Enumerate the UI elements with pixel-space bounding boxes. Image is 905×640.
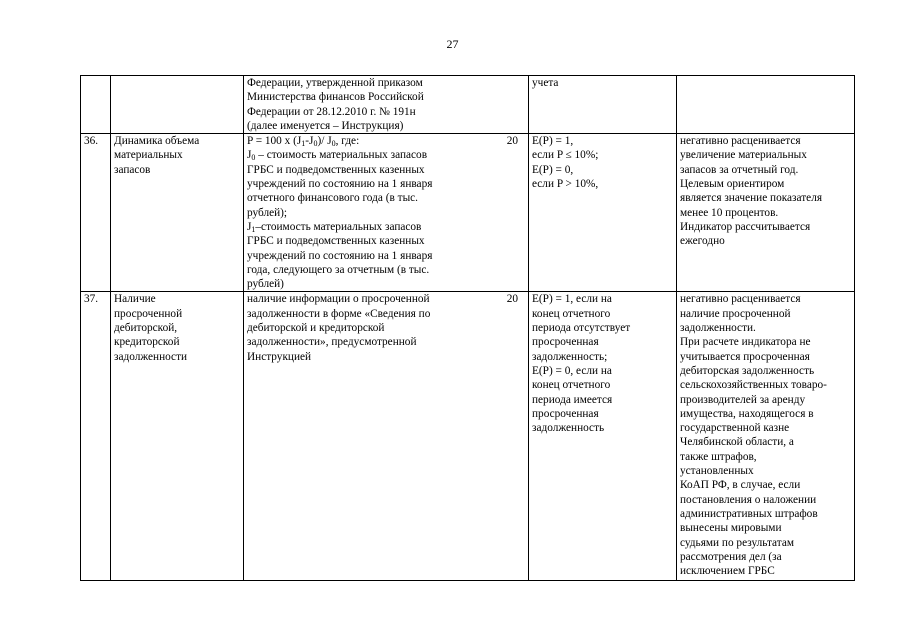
row-number-cell: 37. xyxy=(81,292,111,581)
formula-part: –стоимость материальных запасов xyxy=(255,220,422,233)
text-line: имущества, находящегося в xyxy=(680,407,814,420)
text-line: задолженности xyxy=(114,350,188,363)
indicator-name-cell xyxy=(111,134,244,292)
formula-line xyxy=(247,148,525,162)
text-line: административных штрафов xyxy=(680,507,818,520)
comment-cell xyxy=(677,76,855,134)
text-line: При расчете индикатора не xyxy=(680,336,811,349)
text-line: E(P) = 0, если на xyxy=(532,364,612,377)
evaluation-cell xyxy=(529,292,677,581)
table-row xyxy=(81,292,855,581)
text-line: дебиторской и кредиторской xyxy=(247,322,385,335)
text-line: Целевым ориентиром xyxy=(680,178,785,191)
formula-line xyxy=(247,134,525,148)
text-line: учреждений по состоянию на 1 января xyxy=(247,249,433,262)
text-line: производителей за аренду xyxy=(680,393,806,406)
text-line: задолженность; xyxy=(532,350,608,363)
evaluation-cell xyxy=(529,134,677,292)
text-line: кредиторской xyxy=(114,336,180,349)
page-number: 27 xyxy=(446,37,459,51)
text-line: просроченная xyxy=(532,336,599,349)
formula-part: -J xyxy=(305,135,314,148)
text-line: государственной казне xyxy=(680,422,790,435)
text-line: рассмотрения дел (за xyxy=(680,550,782,563)
text-line: конец отчетного xyxy=(532,379,611,392)
text-line: Челябинской области, а xyxy=(680,436,794,449)
comment-cell xyxy=(677,292,855,581)
text-line: наличие информации о просроченной xyxy=(247,293,430,306)
text-line: Министерства финансов Российской xyxy=(247,91,424,104)
table-row xyxy=(81,76,855,134)
row-number-cell: 36. xyxy=(81,134,111,292)
formula-subscript: 1 xyxy=(251,224,256,234)
text-line: отчетного финансового года (в тыс. xyxy=(247,192,418,205)
text-line: Динамика объема xyxy=(114,135,200,148)
text-line: Инструкцией xyxy=(247,350,312,363)
table-row xyxy=(81,134,855,292)
text-line: КоАП РФ, в случае, если xyxy=(680,479,801,492)
text-line: задолженности. xyxy=(680,322,756,335)
formula-part: )/ J xyxy=(317,135,332,148)
text-line: задолженности в форме «Сведения по xyxy=(247,307,431,320)
text-line: установленных xyxy=(680,465,754,478)
text-line: является значение показателя xyxy=(680,192,823,205)
formula-subscript: 0 xyxy=(251,153,256,163)
text-line: учитывается просроченная xyxy=(680,350,810,363)
text-line: запасов xyxy=(114,163,151,176)
formula-part: J xyxy=(247,220,252,233)
formula-part: J xyxy=(247,149,252,162)
text-line: периода отсутствует xyxy=(532,322,631,335)
text-line: Наличие xyxy=(114,293,156,306)
text-line: наличие просроченной xyxy=(680,307,791,320)
text-line: если P > 10%, xyxy=(532,178,599,191)
weight-value: 20 xyxy=(506,135,518,148)
text-line: задолженность xyxy=(532,422,605,435)
text-line: Федерации, утвержденной приказом xyxy=(247,77,423,89)
indicator-table xyxy=(80,75,855,581)
text-line: (далее именуется – Инструкция) xyxy=(247,119,404,132)
text-line: негативно расценивается xyxy=(680,135,801,148)
formula-cell xyxy=(244,76,529,134)
text-line: Федерации от 28.12.2010 г. № 191н xyxy=(247,105,416,118)
text-line: запасов за отчетный год. xyxy=(680,163,799,176)
text-line: периода имеется xyxy=(532,393,613,406)
text-line: Индикатор рассчитывается xyxy=(680,220,811,233)
formula-cell xyxy=(244,292,529,581)
weight-value: 20 xyxy=(506,293,518,306)
text-line: года, следующего за отчетным (в тыс. xyxy=(247,263,430,276)
text-line: задолженности», предусмотренной xyxy=(247,336,417,349)
text-line: сельскохозяйственных товаро- xyxy=(680,379,827,392)
text-line: E(P) = 1, xyxy=(532,135,574,148)
row-number-cell xyxy=(81,76,111,134)
text-line: учета xyxy=(532,77,559,89)
text-line: материальных xyxy=(114,149,183,162)
formula-subscript: 0 xyxy=(313,139,318,149)
text-line: учреждений по состоянию на 1 января xyxy=(247,178,433,191)
formula-subscript: 1 xyxy=(301,139,306,149)
formula-line xyxy=(247,220,525,234)
text-line: менее 10 процентов. xyxy=(680,206,779,219)
text-line: дебиторская задолженность xyxy=(680,364,815,377)
formula-part: – стоимость материальных запасов xyxy=(255,149,428,162)
text-line: просроченной xyxy=(114,307,183,320)
text-line: дебиторской, xyxy=(114,322,178,335)
text-line: увеличение материальных xyxy=(680,149,807,162)
text-line: E(P) = 0, xyxy=(532,163,574,176)
text-line: вынесены мировыми xyxy=(680,522,782,535)
text-line: исключением ГРБС xyxy=(680,565,775,578)
formula-subscript: 0 xyxy=(331,139,336,149)
indicator-name-cell xyxy=(111,292,244,581)
comment-cell xyxy=(677,134,855,292)
text-line: также штрафов, xyxy=(680,450,757,463)
formula-cell xyxy=(244,134,529,292)
text-line: конец отчетного xyxy=(532,307,611,320)
text-line: рублей); xyxy=(247,206,288,219)
indicator-name-cell xyxy=(111,76,244,134)
formula-part: , где: xyxy=(335,135,360,148)
text-line: негативно расценивается xyxy=(680,293,801,306)
text-line: E(P) = 1, если на xyxy=(532,293,612,306)
text-line: если P ≤ 10%; xyxy=(532,149,599,162)
text-line: ГРБС и подведомственных казенных xyxy=(247,163,425,176)
text-line: ГРБС и подведомственных казенных xyxy=(247,235,425,248)
text-line: просроченная xyxy=(532,407,599,420)
text-line: рублей) xyxy=(247,278,284,291)
evaluation-cell xyxy=(529,76,677,134)
text-line: ежегодно xyxy=(680,235,725,248)
text-line: судьями по результатам xyxy=(680,536,795,549)
text-line: постановления о наложении xyxy=(680,493,817,506)
formula-part: P = 100 x (J xyxy=(247,135,302,148)
